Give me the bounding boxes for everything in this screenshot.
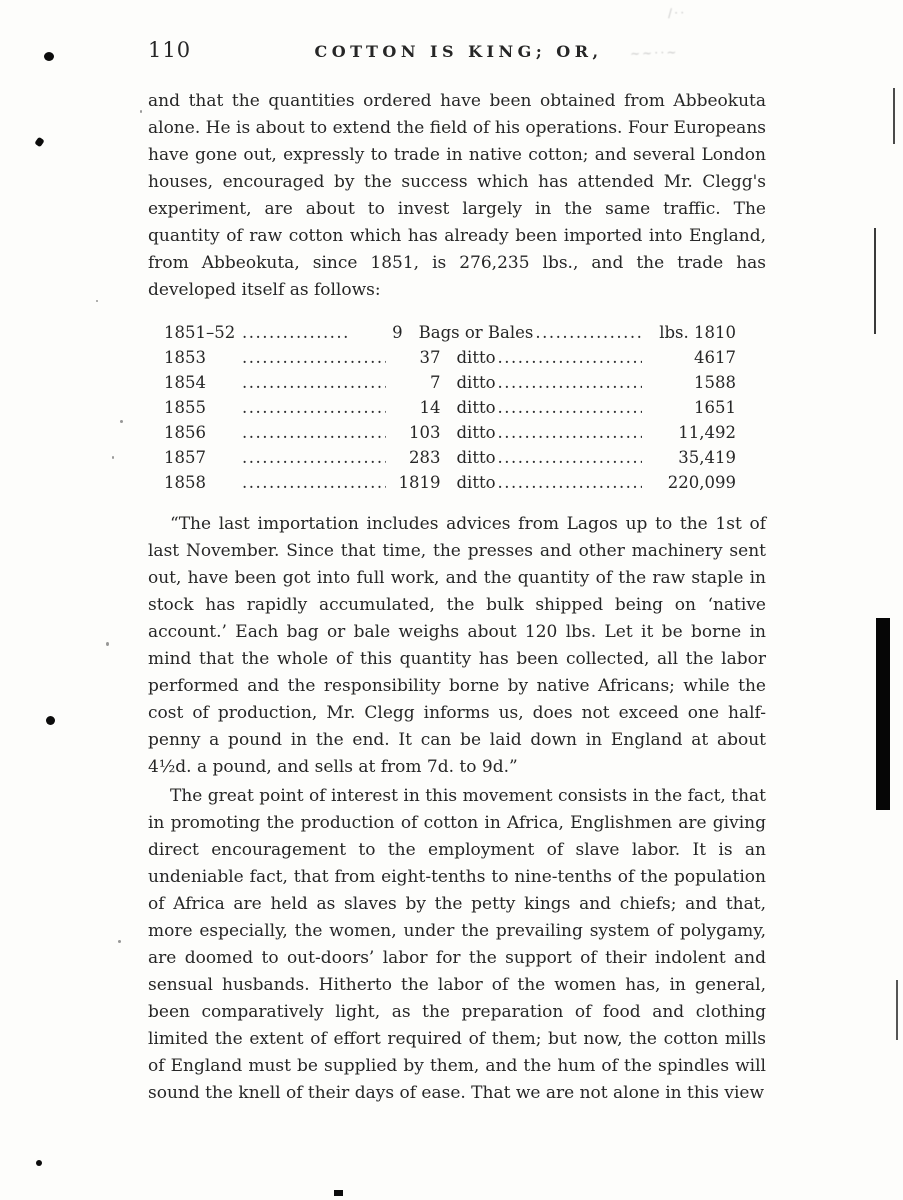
table-cell-count: 1819 — [398, 473, 441, 492]
table-cell-count: 7 — [429, 373, 441, 392]
scan-artifact-left-bottom-dot — [36, 1160, 42, 1166]
dot-leader — [242, 395, 386, 420]
scan-speck — [120, 420, 123, 423]
scan-artifact-right-black-bar — [876, 618, 890, 810]
scan-speck — [140, 110, 142, 113]
scan-speck — [118, 940, 121, 943]
paragraph-1: and that the quantities ordered have been obtained from Abbeokuta alone. He is about to extend the field of his operations. Four Europeans have gone out, expressly to trade in native cotton; and several London houses, encouraged by the success which has attended Mr. Clegg's experiment, are about to invest largely in the same traffic. The quantity of raw cotton which has already been imported into England, from Abbeokuta, since 1851, is 276,235 lbs., and the trade has developed itself as follows: — [148, 91, 766, 300]
table-cell-weight: 4617 — [694, 348, 737, 367]
table-cell-count: 37 — [419, 348, 441, 367]
table-cell-unit: ditto — [456, 473, 496, 492]
table-cell-year: 1856 — [164, 423, 206, 442]
dot-leader — [535, 320, 642, 345]
table-cell-year: 1858 — [164, 473, 206, 492]
dot-leader — [498, 420, 642, 445]
table-cell-unit: ditto — [456, 423, 496, 442]
scan-speck — [112, 456, 114, 459]
page-number: 110 — [148, 38, 192, 62]
dot-leader — [498, 445, 642, 470]
table-cell-count: 103 — [408, 423, 441, 442]
dot-leader — [242, 320, 349, 345]
scan-artifact-left-mid-dot — [46, 716, 55, 725]
paragraph-3: The great point of interest in this movement consists in the fact, that in promoting the production of cotton in Africa, Englishmen are giving direct encouragement to the employment of slave labor. It is an undeniable fact, that from eight-tenths to nine-tenths of the population of Africa are held as slaves by the petty kings and chiefs; and that, more especially, the women, under the prevailing system of polygamy, are doomed to out-doors’ labor for the support of their indolent and sensual husbands. Hitherto the labor of the women has, in general, been comparatively light, as the preparation of food and clothing limited the extent of effort required of them; but now, the cotton mills of England must be supplied by them, and the hum of the spindles will sound the knell of their days of ease. That we are not alone in this view — [148, 786, 766, 1103]
table-cell-unit: ditto — [456, 373, 496, 392]
table-cell-year: 1854 — [164, 373, 206, 392]
table-cell-weight: 1651 — [694, 398, 737, 417]
scan-artifact-right-top-line — [893, 88, 895, 144]
table-cell-year: 1857 — [164, 448, 206, 467]
table-cell-unit: Bags or Bales — [418, 323, 534, 342]
table-cell-count: 9 — [392, 323, 403, 342]
table-cell-weight: 220,099 — [667, 473, 737, 492]
scan-speck — [96, 300, 98, 302]
paragraph-2: “The last importation includes advices from Lagos up to the 1st of last November. Since that time, the presses and other machinery sent out, have been got into full work, and the quantity of the raw staple in stock has rapidly accumulated, the bulk shipped being on ‘native account.’ Each bag or bale weighs about 120 lbs. Let it be borne in mind that the whole of this quantity has been collected, all the labor performed and the responsibility borne by native Africans; while the cost of production, Mr. Clegg informs us, does not exceed one half-penny a pound in the end. It can be laid down in England at about 4½d. a pound, and sells at from 7d. to 9d.” — [148, 514, 766, 777]
scan-artifact-left-edge-dot — [34, 137, 44, 148]
table-cell-unit: ditto — [456, 448, 496, 467]
dot-leader — [498, 395, 642, 420]
table-row — [164, 470, 736, 495]
dot-leader — [498, 345, 642, 370]
scan-artifact-bottom-tick — [334, 1190, 343, 1196]
dot-leader — [242, 420, 386, 445]
scan-artifact-corner-smudge: /⋅⋅ — [667, 5, 687, 21]
table-cell-weight: 35,419 — [678, 448, 737, 467]
table-row — [164, 370, 736, 395]
table-cell-year: 1851–52 — [164, 323, 236, 342]
running-title: COTTON IS KING; OR, — [314, 42, 603, 61]
import-statistics-table — [164, 320, 736, 495]
scan-artifact-right-thin-line — [874, 228, 876, 334]
table-cell-weight: 11,492 — [678, 423, 737, 442]
scan-artifact-header-smudge: ∼∼⋅⋅∼ — [629, 45, 679, 61]
table-cell-unit: ditto — [456, 348, 496, 367]
table-cell-year: 1853 — [164, 348, 206, 367]
table-row — [164, 445, 736, 470]
table-row — [164, 420, 736, 445]
table-cell-weight: 1588 — [694, 373, 737, 392]
scan-artifact-left-top-dot — [44, 52, 54, 61]
table-row — [164, 395, 736, 420]
dot-leader — [242, 370, 386, 395]
table-row — [164, 345, 736, 370]
dot-leader — [498, 370, 642, 395]
table-cell-count: 14 — [419, 398, 441, 417]
text-column — [148, 38, 766, 1107]
table-cell-count: 283 — [408, 448, 441, 467]
table-cell-unit: ditto — [456, 398, 496, 417]
dot-leader — [242, 445, 386, 470]
table-cell-weight: lbs. 1810 — [659, 323, 736, 342]
dot-leader — [242, 345, 386, 370]
table-cell-year: 1855 — [164, 398, 206, 417]
dot-leader — [242, 470, 386, 495]
dot-leader — [498, 470, 642, 495]
table-row — [164, 320, 736, 345]
scan-speck — [106, 642, 109, 646]
scan-artifact-right-lower-line — [896, 980, 898, 1040]
